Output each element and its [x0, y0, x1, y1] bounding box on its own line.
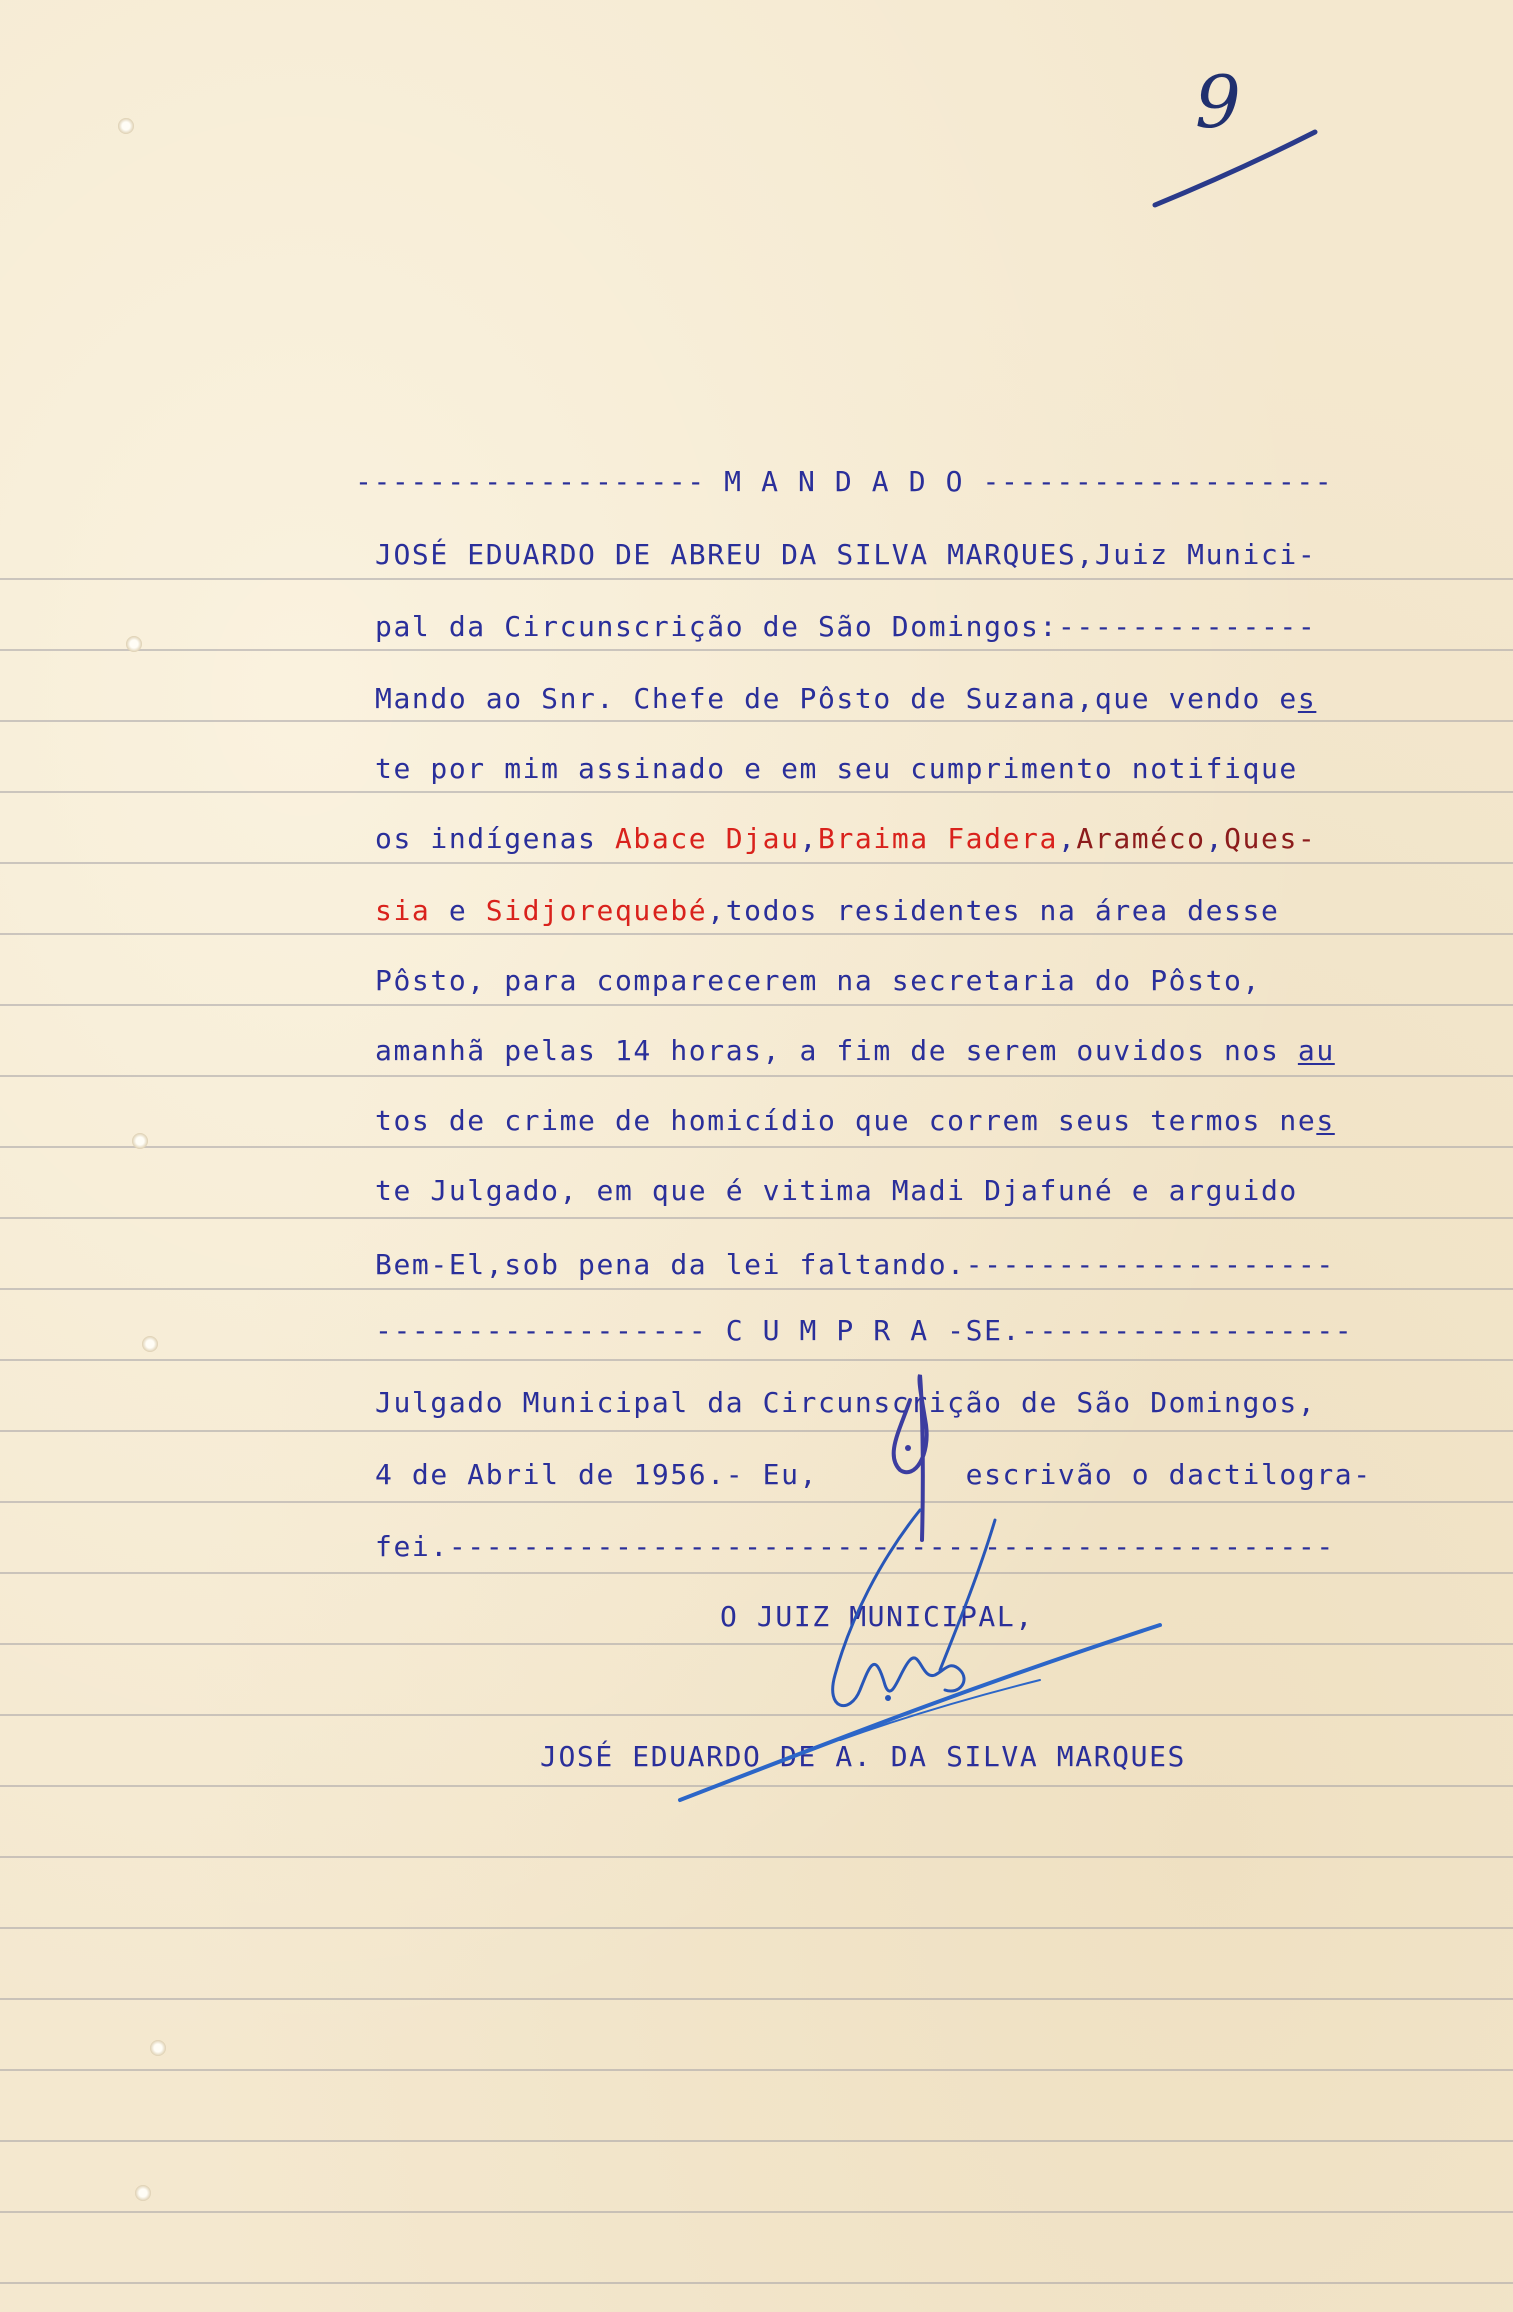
punch-hole	[132, 1133, 148, 1149]
body-line-8: amanhã pelas 14 horas, a fim de serem ouvidos nos au	[375, 1034, 1335, 1067]
ruled-line	[0, 649, 1513, 651]
cumpra-se-heading: ------------------ C U M P R A -SE.------------------	[375, 1314, 1354, 1347]
punch-hole	[135, 2185, 151, 2201]
ruled-line	[0, 720, 1513, 722]
judge-title: O JUIZ MUNICIPAL,	[720, 1600, 1034, 1633]
ruled-line	[0, 1856, 1513, 1858]
body-line-2: pal da Circunscrição de São Domingos:--------------	[375, 610, 1317, 643]
body-line-11: Bem-El,sob pena da lei faltando.--------------------	[375, 1248, 1335, 1281]
ruled-line	[0, 2140, 1513, 2142]
ruled-line	[0, 2211, 1513, 2213]
body-line-10: te Julgado, em que é vitima Madi Djafuné e arguido	[375, 1174, 1298, 1207]
ruled-line	[0, 1288, 1513, 1290]
ruled-line	[0, 2282, 1513, 2284]
ruled-line	[0, 933, 1513, 935]
judge-name: JOSÉ EDUARDO DE A. DA SILVA MARQUES	[540, 1740, 1187, 1773]
ruled-line	[0, 1075, 1513, 1077]
body-line-3: Mando ao Snr. Chefe de Pôsto de Suzana,que vendo es	[375, 682, 1317, 715]
body-line-5: os indígenas Abace Djau,Braima Fadera,Araméco,Ques-	[375, 822, 1317, 855]
closing-line-2: 4 de Abril de 1956.- Eu, escrivão o dactilogra-	[375, 1458, 1372, 1491]
ruled-line	[0, 791, 1513, 793]
ruled-line	[0, 1217, 1513, 1219]
ruled-line	[0, 1430, 1513, 1432]
body-line-7: Pôsto, para comparecerem na secretaria do Pôsto,	[375, 964, 1261, 997]
punch-hole	[150, 2040, 166, 2056]
closing-line-1: Julgado Municipal da Circunscrição de São Domingos,	[375, 1386, 1317, 1419]
body-line-4: te por mim assinado e em seu cumprimento notifique	[375, 752, 1298, 785]
ruled-line	[0, 578, 1513, 580]
ruled-line	[0, 1004, 1513, 1006]
page-number-underline	[1150, 120, 1330, 220]
body-line-9: tos de crime de homicídio que correm seus termos nes	[375, 1104, 1335, 1137]
judge-signature	[660, 1500, 1180, 1820]
ruled-line	[0, 1359, 1513, 1361]
ruled-line	[0, 2069, 1513, 2071]
punch-hole	[118, 118, 134, 134]
document-title: ------------------- M A N D A D O -------------------	[355, 465, 1334, 498]
closing-line-3: fei.------------------------------------------------	[375, 1530, 1335, 1563]
ruled-line	[0, 1927, 1513, 1929]
ruled-line	[0, 1998, 1513, 2000]
body-line-1: JOSÉ EDUARDO DE ABREU DA SILVA MARQUES,Juiz Munici-	[375, 538, 1317, 571]
punch-hole	[126, 636, 142, 652]
body-line-6: sia e Sidjorequebé,todos residentes na área desse	[375, 894, 1280, 927]
punch-hole	[142, 1336, 158, 1352]
ruled-line	[0, 1146, 1513, 1148]
page-number: 9	[1195, 60, 1241, 144]
ruled-line	[0, 862, 1513, 864]
